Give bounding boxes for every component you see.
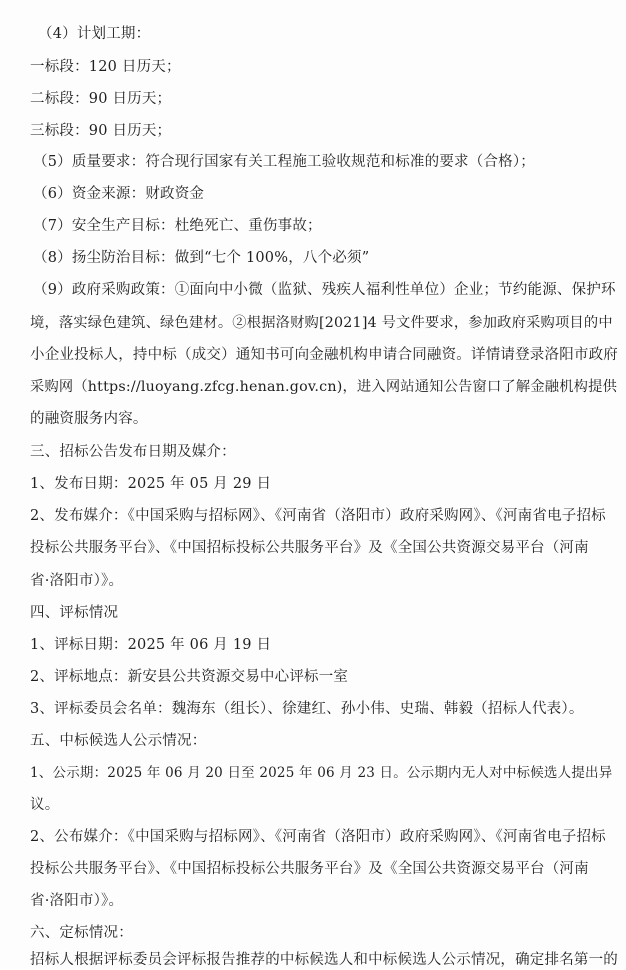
text-line-quality: （5）质量要求：符合现行国家有关工程施工验收规范和标准的要求（合格）；: [33, 154, 535, 170]
text-line-dust-control: （8）扬尘防治目标：做到“七个 100%，八个必须”: [33, 250, 370, 266]
text-line-policy-5: 的融资服务内容。: [30, 411, 148, 427]
text-line-notice-media-2: 投标公共服务平台》、《中国招标投标公共服务平台》及《全国公共资源交易平台（河南: [30, 861, 589, 877]
text-line-notice-media-1: 2、公布媒介：《中国采购与招标网》、《河南省（洛阳市）政府采购网》、《河南省电子招标: [30, 829, 606, 845]
text-line-safety: （7）安全生产目标：杜绝死亡、重伤事故；: [33, 218, 322, 234]
text-line-plan-period: （4）计划工期：: [38, 26, 151, 42]
text-line-lot-2: 二标段：90 日历天；: [30, 91, 172, 107]
text-line-notice-period-1: 1、公示期：2025 年 06 月 20 日至 2025 年 06 月 23 日。公示期内无人对中标候选人提出异: [30, 765, 613, 781]
text-line-funding: （6）资金来源：财政资金: [33, 186, 205, 202]
text-line-lot-3: 三标段：90 日历天；: [30, 123, 172, 139]
text-line-publish-media-2: 投标公共服务平台》、《中国招标投标公共服务平台》及《全国公共资源交易平台（河南: [30, 540, 589, 556]
text-line-policy-2: 境，落实绿色建筑、绿色建材。②根据洛财购[2021]4 号文件要求，参加政府采购项目的中: [30, 315, 613, 331]
text-line-eval-date: 1、评标日期：2025 年 06 月 19 日: [30, 637, 272, 653]
section-heading-5: 五、中标候选人公示情况：: [30, 733, 207, 749]
text-line-publish-media-3: 省·洛阳市）》。: [30, 573, 124, 589]
section-heading-6: 六、定标情况：: [30, 925, 133, 941]
section-heading-4: 四、评标情况: [30, 605, 119, 621]
text-line-policy-3: 小企业投标人，持中标（成交）通知书可向金融机构申请合同融资。详情请登录洛阳市政府: [30, 347, 618, 363]
text-line-notice-media-3: 省·洛阳市）》。: [30, 893, 124, 909]
text-line-lot-1: 一标段：120 日历天；: [30, 59, 181, 75]
text-line-policy-4: 采购网（https://luoyang.zfcg.henan.gov.cn)，进入网站通知公告窗口了解金融机构提供: [30, 379, 618, 395]
text-line-eval-location: 2、评标地点：新安县公共资源交易中心评标一室: [30, 669, 349, 685]
section-heading-3: 三、招标公告发布日期及媒介：: [30, 444, 236, 460]
text-line-notice-period-2: 议。: [30, 797, 60, 813]
text-line-eval-committee: 3、评标委员会名单：魏海东（组长）、徐建红、孙小伟、史瑞、韩毅（招标人代表）。: [30, 701, 584, 717]
text-line-policy-1: （9）政府采购政策：①面向中小微（监狱、残疾人福利性单位）企业；节约能源、保护环: [33, 282, 616, 298]
text-line-publish-media-1: 2、发布媒介：《中国采购与招标网》、《河南省（洛阳市）政府采购网》、《河南省电子招标: [30, 508, 606, 524]
text-line-award: 招标人根据评标委员会评标报告推荐的中标候选人和中标候选人公示情况，确定排名第一的: [30, 952, 618, 968]
text-line-publish-date: 1、发布日期：2025 年 05 月 29 日: [30, 476, 272, 492]
